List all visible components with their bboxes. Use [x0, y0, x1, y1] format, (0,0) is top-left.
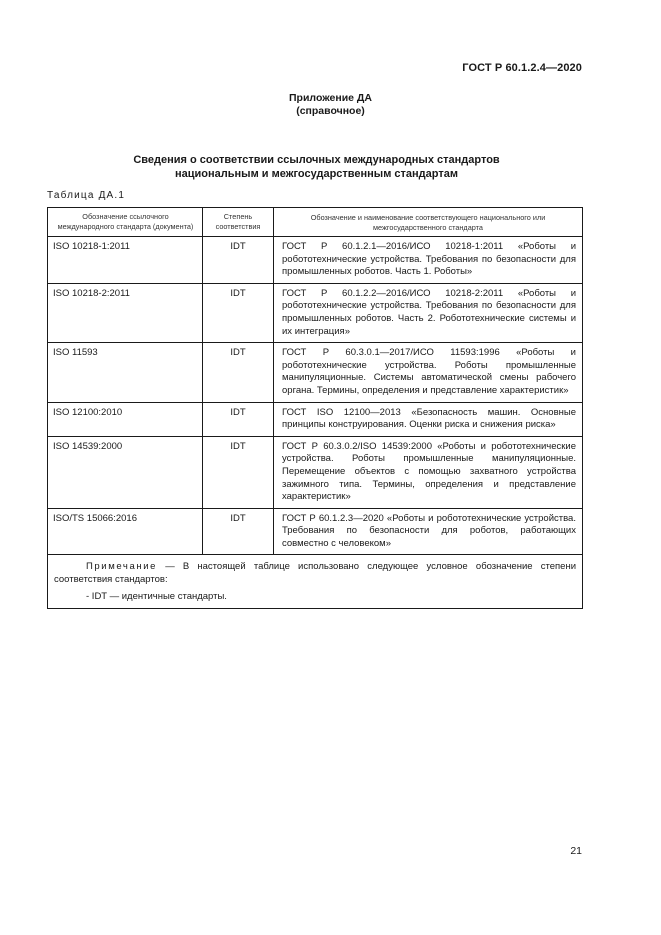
table-row	[48, 237, 583, 284]
cell-intl: ISO 11593	[48, 343, 203, 402]
correspondence-table	[47, 207, 583, 609]
cell-intl: ISO 12100:2010	[48, 402, 203, 436]
note-paragraph	[54, 561, 576, 586]
table-row	[48, 343, 583, 402]
header-national-standard: Обозначение и наименование соответствующего национального или межгосударственного стандарта	[274, 208, 583, 237]
note-text: — В настоящей таблице использовано следующее условное обозначение степени соответствия стандартов:	[54, 561, 576, 586]
document-code: ГОСТ Р 60.1.2.4—2020	[462, 62, 582, 74]
cell-degree: IDT	[203, 283, 274, 342]
cell-degree: IDT	[203, 436, 274, 508]
table-row	[48, 508, 583, 555]
appendix-heading	[0, 92, 661, 118]
cell-intl: ISO 10218-1:2011	[48, 237, 203, 284]
section-title-line-2: национальным и межгосударственным стандартам	[175, 168, 458, 180]
note-item: - IDT — идентичные стандарты.	[86, 590, 227, 602]
table-row	[48, 283, 583, 342]
cell-national: ГОСТ Р 60.1.2.3—2020 «Роботы и робототехнические устройства. Требования по безопасности для роботов, работающих совместно с человеком»	[274, 508, 583, 555]
cell-national: ГОСТ Р 60.3.0.2/ISO 14539:2000 «Роботы и робототехнические устройства. Роботы промышленные манипуляционные. Перемещение объектов с помощью захватного устройства зажимного типа. Термины, определения и представление характеристик»	[274, 436, 583, 508]
cell-national: ГОСТ Р 60.3.0.1—2017/ИСО 11593:1996 «Роботы и робототехнические устройства. Роботы промышленные манипуляционные. Системы автоматической смены рабочего органа. Термины, определения и представление характеристик»	[274, 343, 583, 402]
note-heading: Примечание	[86, 561, 157, 573]
section-title-line-1: Сведения о соответствии ссылочных международных стандартов	[133, 154, 500, 166]
cell-degree: IDT	[203, 508, 274, 555]
cell-national: ГОСТ Р 60.1.2.1—2016/ИСО 10218-1:2011 «Роботы и робототехнические устройства. Требования по безопасности для промышленных роботов. Часть 1. Роботы»	[274, 237, 583, 284]
table-label: Таблица ДА.1	[47, 190, 126, 201]
header-intl-standard: Обозначение ссылочного международного стандарта (документа)	[48, 208, 203, 237]
table-note-row	[48, 555, 583, 609]
cell-national: ГОСТ Р 60.1.2.2—2016/ИСО 10218-2:2011 «Роботы и робототехнические устройства. Требования по безопасности для промышленных роботов. Часть 2. Робототехнические системы и их интеграция»	[274, 283, 583, 342]
cell-degree: IDT	[203, 343, 274, 402]
cell-degree: IDT	[203, 237, 274, 284]
table-row	[48, 402, 583, 436]
appendix-subtitle: (справочное)	[296, 105, 365, 117]
appendix-title: Приложение ДА	[289, 92, 372, 104]
page-number: 21	[570, 845, 582, 857]
section-title	[0, 153, 633, 181]
header-degree: Степень соответствия	[203, 208, 274, 237]
cell-intl: ISO/TS 15066:2016	[48, 508, 203, 555]
table-row	[48, 436, 583, 508]
table-note	[48, 555, 583, 609]
cell-intl: ISO 10218-2:2011	[48, 283, 203, 342]
cell-degree: IDT	[203, 402, 274, 436]
cell-national: ГОСТ ISO 12100—2013 «Безопасность машин. Основные принципы конструирования. Оценки риска и снижения риска»	[274, 402, 583, 436]
table-header-row	[48, 208, 583, 237]
cell-intl: ISO 14539:2000	[48, 436, 203, 508]
